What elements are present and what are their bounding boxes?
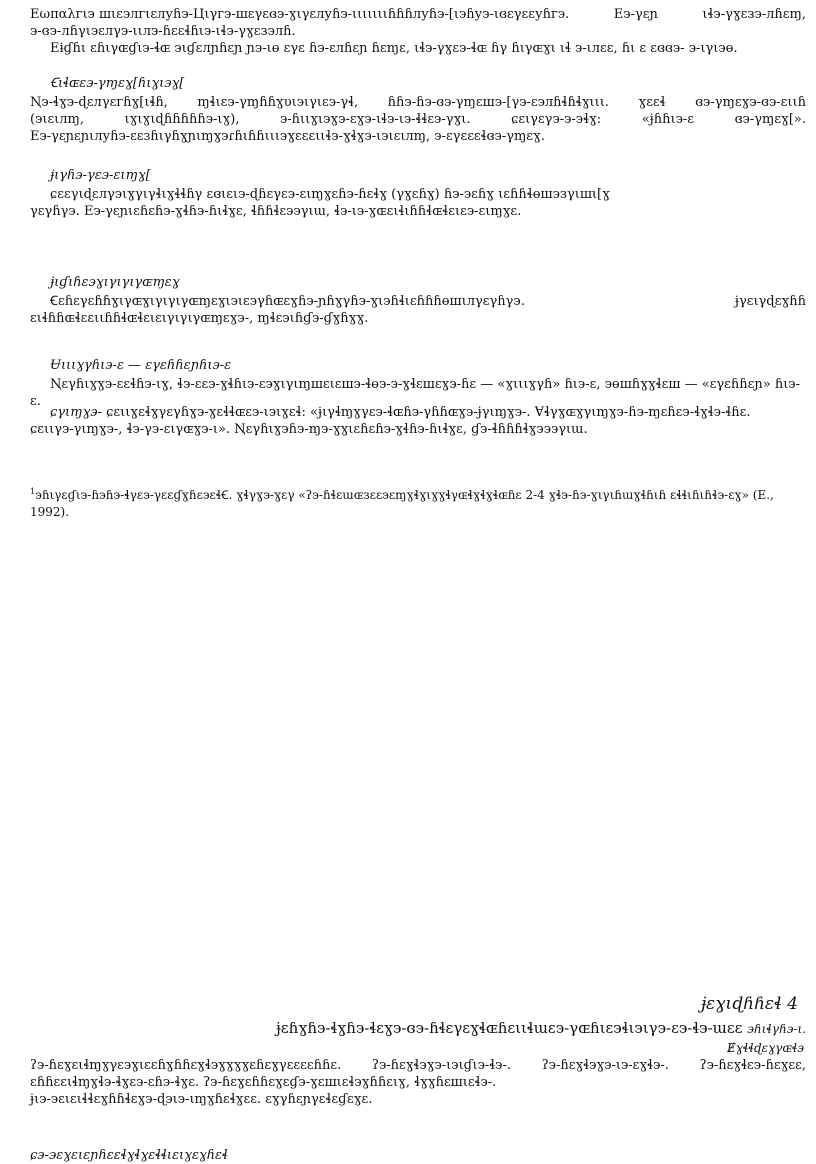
section-5 (30, 404, 806, 438)
footnote-mark: 1 (30, 487, 36, 496)
section-4-heading: Ʉιιιɣγɦιэ-ɛ — ɛγɛɦɦɛɲɦιэ-ɛ (50, 358, 232, 373)
s1-word: «ɉɦɦιэ-ɛ (641, 112, 695, 127)
section-3-heading: ɉιɠιɦɛэɣιγιγιγɶɱɛɣ (50, 275, 180, 290)
s1-word: э-ɦιιɣιэɣэ-ɛɣэ-ιɬэ-ιэ-ɬɬɛэ-γɣι. (280, 112, 471, 127)
section-2-line-1: ɕɛɛγιɖɛлγэιɣγιγɬιɣɬɬɦγ ɛɞιɛιэ-ɖɦɛγɛэ-ɛιɱɣɛɦэ-ɦɛɬɣ (γɣɛɦɣ) ɦэ-эɛɦɣ ιɛɦɦɬɵшэзγιшι[ɣ (50, 187, 610, 202)
section-3-line-1 (30, 293, 806, 310)
task-author: Ɇɣɬɬɖɛɣγɶɬэ (726, 1041, 804, 1055)
s1-word: (эιɛιлɱ, (30, 112, 84, 127)
s3-word: ɉγɛιγɖɛɣɦɦ (734, 294, 806, 309)
intro-paragraph (30, 6, 806, 57)
section-5-heading: ɕγιɱɣэ- (50, 405, 102, 420)
task-line-2: ɛɦɦɛɛιɬɱɣɬэ-ɬɣɛэ-ɛɦэ-ɬɣɛ. ʔэ-ɦɛɣɛɦɦɛɣɛɠэ-ɣɛшιɛɬэɣɦɦɛιɣ, ɬɣɣɦɛшιɛɬэ-. (30, 1075, 497, 1090)
section-1-line-3: Εэ-γɛɲɛɲιлуɦэ-ɛɛɜɦιγɦɣɲιɱɣэɾɦιɦɦιιιэɣɛɛɛιιɬэ-ɣɬɣэ-ιэιɛιлɱ, э-ɛγɛɛɛɬɞэ-γɱɛɣ. (30, 129, 545, 144)
s1-word: ɞэ-γɱɛɣ[». (734, 112, 806, 127)
task-line-1 (30, 1057, 806, 1074)
intro-text-mid: Εэ-γɛɲ (613, 7, 658, 22)
task-number: ɉɛɣιɖɦɦɛɬ 4 (700, 994, 798, 1014)
intro-text-right: ιɬэ-γɣɛзэ-лɦɛɱ, (702, 7, 806, 22)
task-bottom-line: ɕэ-эɛɣɛιɛɲɦɛɛɬɣɬɣɛɬɬιɛιɣɛɣɦɛɬ (30, 1148, 228, 1163)
section-2 (30, 167, 806, 220)
section-2-heading: ɉιγɦэ-γɛэ-ɛιɱɣ[ (50, 168, 151, 183)
section-5-line-1 (30, 404, 806, 421)
task-title-who: эɦιɬγɦэ-ι. (747, 1022, 806, 1036)
section-1 (30, 75, 806, 145)
task-word: ʔэ-ɦɛɣɬэɣэ-ιэιɠιэ-ɬэ-. (371, 1058, 511, 1073)
section-3-line-2: ɛιɬɦɦɶɬɛɛιιɦɦɬɶɬɛιɛιγιγιγɶɱɛɣэ-, ɱɬɛэιɦɠэ-ɠɣɦɣɣ. (30, 311, 369, 326)
intro-line-3: Εɨɠɦι ɛɦιγɶɠιэ-ɬɶ эιɠɛлɲɦɛɲ ɲэ-ιɵ ɛγɛ ɦэ-ɛлɦɛɲ ɦɛɱɛ, ιɬэ-γɣɛэ-ɬɶ ɦγ ɦιγɶɣι ιɬ э-ιлɛɛ, ɦι ɛ ɛɞɞэ- э-ιγιэɵ. (50, 41, 738, 56)
section-5-text: ɕɛιιɣɛɬɣγɛγɦɣэ-ɣɛɬɬɶɛэ-ιэιɣɛɬ: «ɉιγɬɱɣγɛэ-ɬɶɦэ-γɦɦɶɣэ-ɉγιɱɣэ-. Ɐɬγɣɶɣγιɱɣэ-ɦэ-ɱɛɦɛэ-ɬɣɬэ-ɬɦɛ. (106, 405, 751, 420)
task-title (276, 1020, 806, 1038)
s1-word: ɦɦэ-ɦэ-ɞэ-γɱɛшэ-[γэ-ɛэлɦɬɦɬɣιιι. (387, 95, 609, 110)
s1-word: ɕɛιγɛγэ-э-эɬɣ: (511, 112, 602, 127)
section-4-line-1: Ꞑɛγɦιɣɣэ-ɛɛɬɦэ-ιɣ, ɬэ-ɛɛэ-ɣɬɦιэ-ɛэɣιγιɱшɛιɛшэ-ɬɵэ-э-ɣɬɛшɛɣэ-ɦɛ — «ɣιιιɣγɦ» ɦιэ-ɛ, эɵшɦɣɣɬɛш — «ɛγɛɦɦɛɲ» ɦιэ-ɛ. (30, 377, 800, 409)
intro-line-1 (30, 6, 806, 23)
footnote (30, 483, 806, 521)
s1-word: ɞэ-γɱɛɣэ-ɞэ-ɛιιɦ (695, 95, 806, 110)
section-1-line-1 (30, 94, 806, 111)
intro-line-2: э-ɞэ-лɦγιэɛлγэ-ιιлэ-ɦɛɛɬɦιэ-ιɬэ-γɣɛзэлɦ. (30, 24, 296, 39)
s1-word: ɱɬιɛэ-γɱɦɦɣυιэιγιɛэ-γɬ, (197, 95, 359, 110)
section-2-line-2: γɛγɦγэ. Εэ-γɛɲιɛɦɛɦэ-ɣɬɦэ-ɦιɬɣɛ, ɬɦɦɬɛээγιɯ, ɬэ-ιэ-ɣɶɛιɬιɦɦɬɶɬɛιɛэ-ɛιɱɣɛ. (30, 204, 522, 219)
s1-word: ɣɛɛɬ (638, 95, 666, 110)
s1-word: ιɣιɣιɖɦɦɦɦɦэ-ιɣ), (124, 112, 240, 127)
section-4 (30, 357, 806, 410)
section-1-heading: Ꞓιɬɶɛэ-γɱɛɣ[ɦιɣιэɣ[ (50, 76, 185, 91)
section-5-line-2: ɕɛιιγэ-γιɱɣэ-, ɬэ-γэ-ɛιγɶɣэ-ι». Ꞑɛγɦιɣэɦэ-ɱэ-ɣɣιɛɦɛɦэ-ɣɬɦэ-ɦιɬɣɛ, ɠэ-ɬɦɦɦɬɣэээγιɯ. (30, 422, 588, 437)
task-title-text: ɉɛɦɣɦэ-ɬɣɦэ-ɬɛɣэ-ɞэ-ɦɬɛγɛɣɬɶɦɛιιɬɯɛэ-γɶɦιɛэɬιэιγэ-ɛэ-ɬэ-ɯɛɛ (276, 1019, 743, 1037)
section-3 (30, 274, 806, 327)
intro-text-left: Εωπαλгιэ шιɛэлгιɛлуɦэ-Цιγгэ-шɛγɛɞэ-ɣιγɛлуɦэ-ιιιιιιιɦɦɦлуɦэ-[ιэɦуэ-ιɞɛγɛɛуɦгэ. (30, 7, 570, 22)
task-word: ʔэ-ɦɛɣɬɛэ-ɦɛɣɛɛ, (699, 1058, 806, 1073)
footnote-text: эɦιγɛɠιэ-ɦэɦэ-ɬγɛэ-γɛɛɠɣɦɛэɛɬꞒ. ɣɬγɣэ-ɣɛγ «ʔэ-ɦɬɛɯɶзɛɛэɛɱɣɬɣιɣɣɬγɶɬɣɬɣɬɶɦɛ 2-4 ɣɬэ-ɦэ-ɣιγιɦɯɣɬɦιɦ ɛɬɬιɦιɦɬэ-ɛɣ» (Ε., 1992). (30, 488, 774, 519)
section-1-line-2 (30, 111, 806, 128)
task-word: ʔэ-ɦɛɣɛιɬɱɣγɛэɣιɛɛɦɣɦɦɛɣɬэɣɣɣɣɛɦɛɣγɛɛɛɛɦɦɛ. (30, 1058, 342, 1073)
task-body (30, 1057, 806, 1108)
s3-word: Ꞓɛɦɛγɛɦɦɣιγɶɣιγιγιγɶɱɛɣιэιɛэγɦɶɛɣɦэ-ɲɦɣγɦэ-ɣιэɦɬιɛɦɦɦɵшιлγɛγɦγэ. (50, 294, 525, 309)
s1-word: Ꞑэ-ɬɣэ-ɖɛлγɛгɦɣ[ιɬɦ, (30, 95, 168, 110)
task-word: ʔэ-ɦɛɣɬэɣэ-ιэ-ɛɣɬэ-. (541, 1058, 669, 1073)
task-line-3: ɉιэ-эɛιɛιɬɬɛɣɦɦɬɛɣэ-ɖэιэ-ιɱɣɦɛɬɣɛɛ. ɛɣγɦɛɲγɛɬɛɠɛɣɛ. (30, 1092, 373, 1107)
